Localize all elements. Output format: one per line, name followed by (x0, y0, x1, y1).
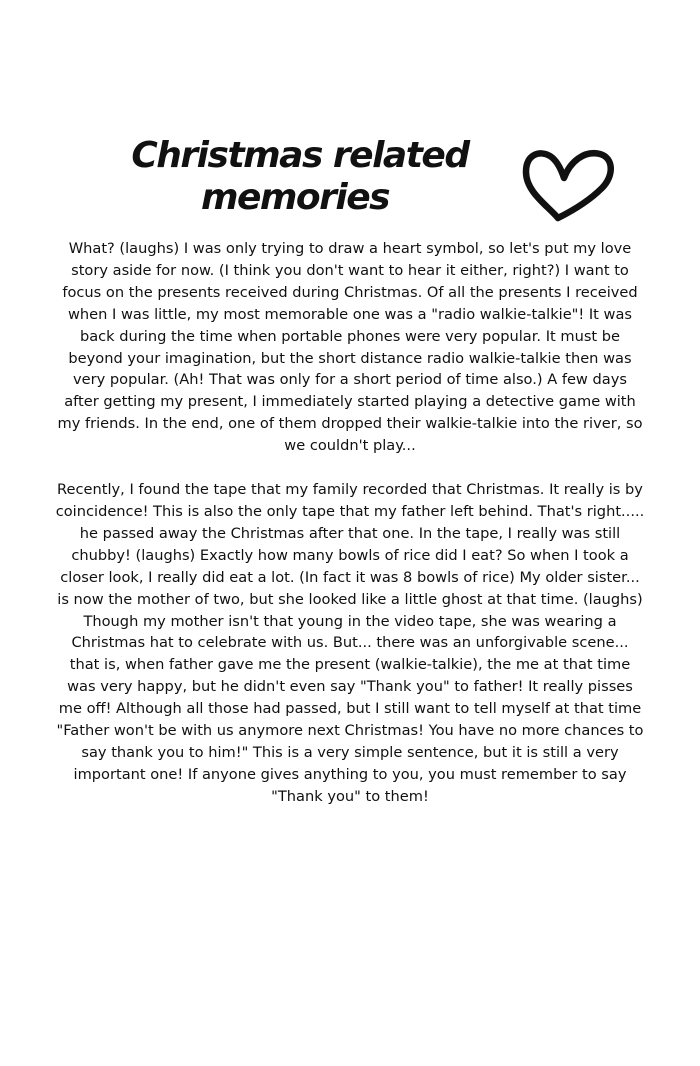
title-line-2: memories (200, 177, 390, 218)
paragraph-2: Recently, I found the tape that my family recorded that Christmas. It really is by coincidence! This is also the only tape that my father left behind. That's right..... he passed away the Christmas after that one. In the tape, I really was still chubby! (laughs) Exactly how many bowls of rice did I eat? So when I took a closer look, I really did eat a lot. (In fact it was 8 bowls of rice) My older sister... is now the mother of two, but she looked like a little ghost at that time. (laughs) Though my mother isn't that young in the video tape, she was wearing a Christmas hat to celebrate with us. But... there was an unforgivable scene... that is, when father gave me the present (walkie-talkie), the me at that time was very happy, but he didn't even say "Thank you" to father! It really pisses me off! Although all those had passed, but I still want to tell myself at that time "Father won't be with us anymore next Christmas! You have no more chances to say thank you to him!" This is a very simple sentence, but it is still a very important one! If anyone gives anything to you, you must remember to say "Thank you" to them! (55, 481, 645, 805)
paragraph-1: What? (laughs) I was only trying to draw a heart symbol, so let's put my love story aside for now. (I think you don't want to hear it either, right?) I want to focus on the presents received during Christmas. Of all the presents I received when I was little, my most memorable one was a "radio walkie-talkie"! It was back during the time when portable phones were very popular. It must be beyond your imagination, but the short distance radio walkie-talkie then was very popular. (Ah! That was only for a short period of time also.) A few days after getting my present, I immediately started playing a detective game with my friends. In the end, one of them dropped their walkie-talkie into the river, so we couldn't play... (57, 240, 643, 455)
page-title (110, 135, 490, 219)
heart-icon (518, 140, 618, 225)
article-body (55, 238, 645, 808)
title-line-1: Christmas related (131, 135, 469, 176)
